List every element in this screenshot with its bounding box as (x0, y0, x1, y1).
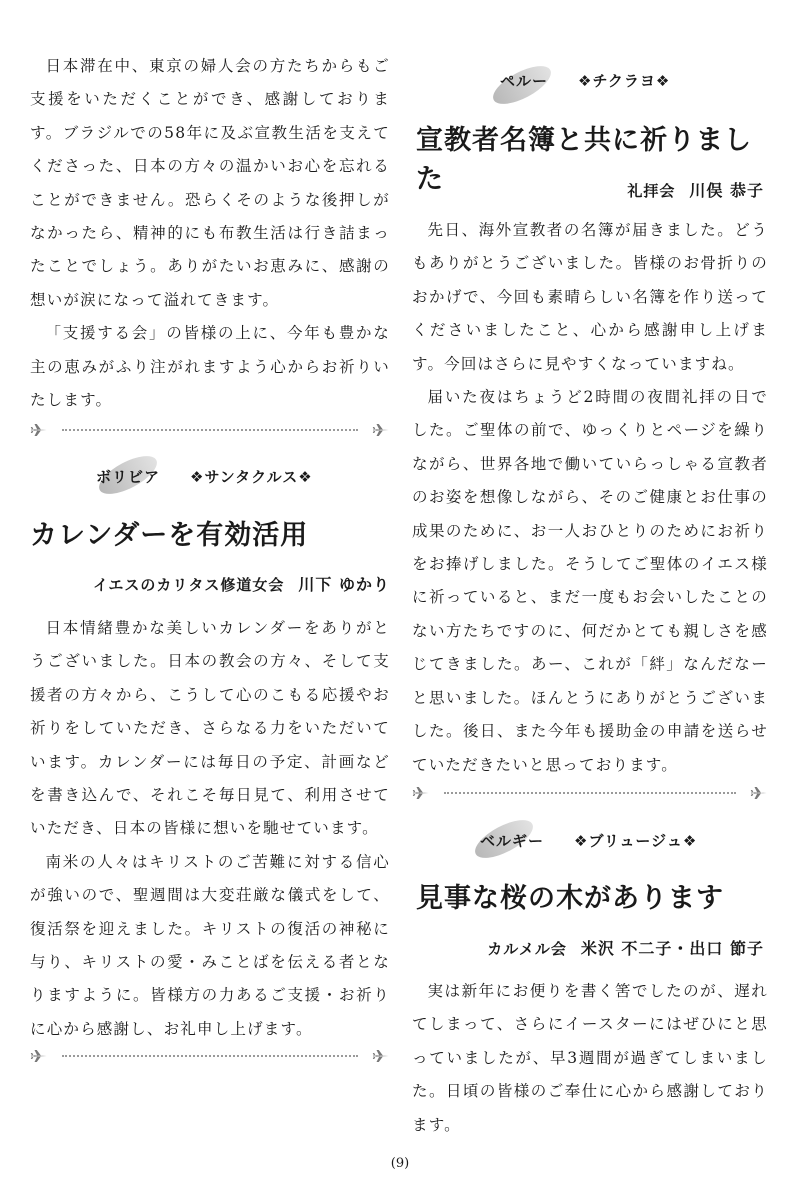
paragraph: 日本滞在中、東京の婦人会の方たちからもご支援をいただくことができ、感謝しております。ブラジルでの58年に及ぶ宣教生活を支えてくださった、日本の方々の温かいお心を忘れることができません。恐らくそのような後押しがなかったら、精神的にも布教生活は行き詰まったことでしょう。ありがたいお恵みに、感謝の想いが涙になって溢れてきます。 (30, 57, 390, 309)
airplane-icon (372, 421, 390, 439)
dotted-line (62, 429, 358, 431)
article-headline: 宣教者名簿と共に祈りました (416, 125, 752, 195)
article-body (412, 975, 768, 1142)
section-divider (30, 420, 390, 440)
country-heading-belgium (480, 830, 697, 851)
byline (30, 572, 390, 595)
page-number: (9) (390, 1156, 410, 1171)
airplane-icon (30, 421, 48, 439)
dotted-line (62, 1055, 358, 1057)
section-divider (412, 783, 768, 803)
intro-text (30, 50, 390, 417)
article-headline: 見事な桜の木があります (416, 883, 724, 914)
author-name: 川下 ゆかり (298, 575, 390, 594)
country-name: ベルギー (480, 832, 545, 850)
organization: カルメル会 (487, 940, 567, 958)
city-name: ❖チクラヨ❖ (578, 72, 671, 90)
author-name: 川俣 恭子 (689, 181, 764, 200)
city-name: ❖ブリュージュ❖ (574, 832, 698, 850)
country-name: ペルー (500, 72, 549, 90)
paragraph: 「支援する会」の皆様の上に、今年も豊かな主の恵みがふり注がれますよう心からお祈りいたします。 (30, 324, 390, 410)
byline (412, 936, 764, 959)
airplane-icon (750, 784, 768, 802)
paragraph: 先日、海外宣教者の名簿が届きました。どうもありがとうございました。皆様のお骨折りのおかげで、今回も素晴らしい名簿を作り送ってくださいましたこと、心から感謝申し上げます。今回はさらに見やすくなっていますね。 (412, 221, 768, 373)
article-headline: カレンダーを有効活用 (30, 520, 309, 551)
airplane-icon (30, 1047, 48, 1065)
paragraph: 日本情緒豊かな美しいカレンダーをありがとうございました。日本の教会の方々、そして支援者の方々から、こうして心のこもる応援やお祈りをしていただき、さらなる力をいただいています。カレンダーには毎日の予定、計画などを書き込んで、それこそ毎日見て、利用させていただき、日本の皆様に想いを馳せています。 (30, 619, 390, 838)
byline (412, 178, 764, 201)
country-name: ボリビア (96, 468, 161, 486)
city-name: ❖サンタクルス❖ (190, 468, 313, 486)
paragraph: 実は新年にお便りを書く筈でしたのが、遅れてしまって、さらにイースターにはぜひにと思っていましたが、早3週間が過ぎてしまいました。日頃の皆様のご奉仕に心から感謝しております。 (412, 982, 768, 1134)
airplane-icon (372, 1047, 390, 1065)
paragraph: 南米の人々はキリストのご苦難に対する信心が強いので、聖週間は大変荘厳な儀式をして、復活祭を迎えました。キリストの復活の神秘に与り、キリストの愛・みことばを伝える者となりますように。皆様方の力あるご支援・お祈りに心から感謝し、お礼申し上げます。 (30, 852, 390, 1038)
article-body (412, 214, 768, 782)
author-name: 米沢 不二子・出口 節子 (580, 939, 764, 958)
article-body (30, 612, 390, 1046)
paragraph: 届いた夜はちょうど2時間の夜間礼拝の日でした。ご聖体の前で、ゆっくりとページを繰りながら、世界各地で働いていらっしゃる宣教者のお姿を想像しながら、そのご健康とお仕事の成果のために、お一人おひとりのためにお祈りをお捧げしました。そうしてご聖体のイエス様に祈っていると、まだ一度もお会いしたことのない方たちですのに、何だかとても親しさを感じてきました。あー、これが「絆」なんだなーと思いました。ほんとうにありがとうございました。後日、また今年も援助金の申請を送らせていただきたいと思っております。 (412, 388, 768, 774)
country-heading-peru (500, 70, 670, 91)
section-divider (30, 1046, 390, 1066)
organization: 礼拝会 (627, 182, 676, 200)
country-heading-bolivia (96, 466, 313, 487)
airplane-icon (412, 784, 430, 802)
organization: イエスのカリタス修道女会 (93, 576, 285, 594)
dotted-line (444, 792, 736, 794)
